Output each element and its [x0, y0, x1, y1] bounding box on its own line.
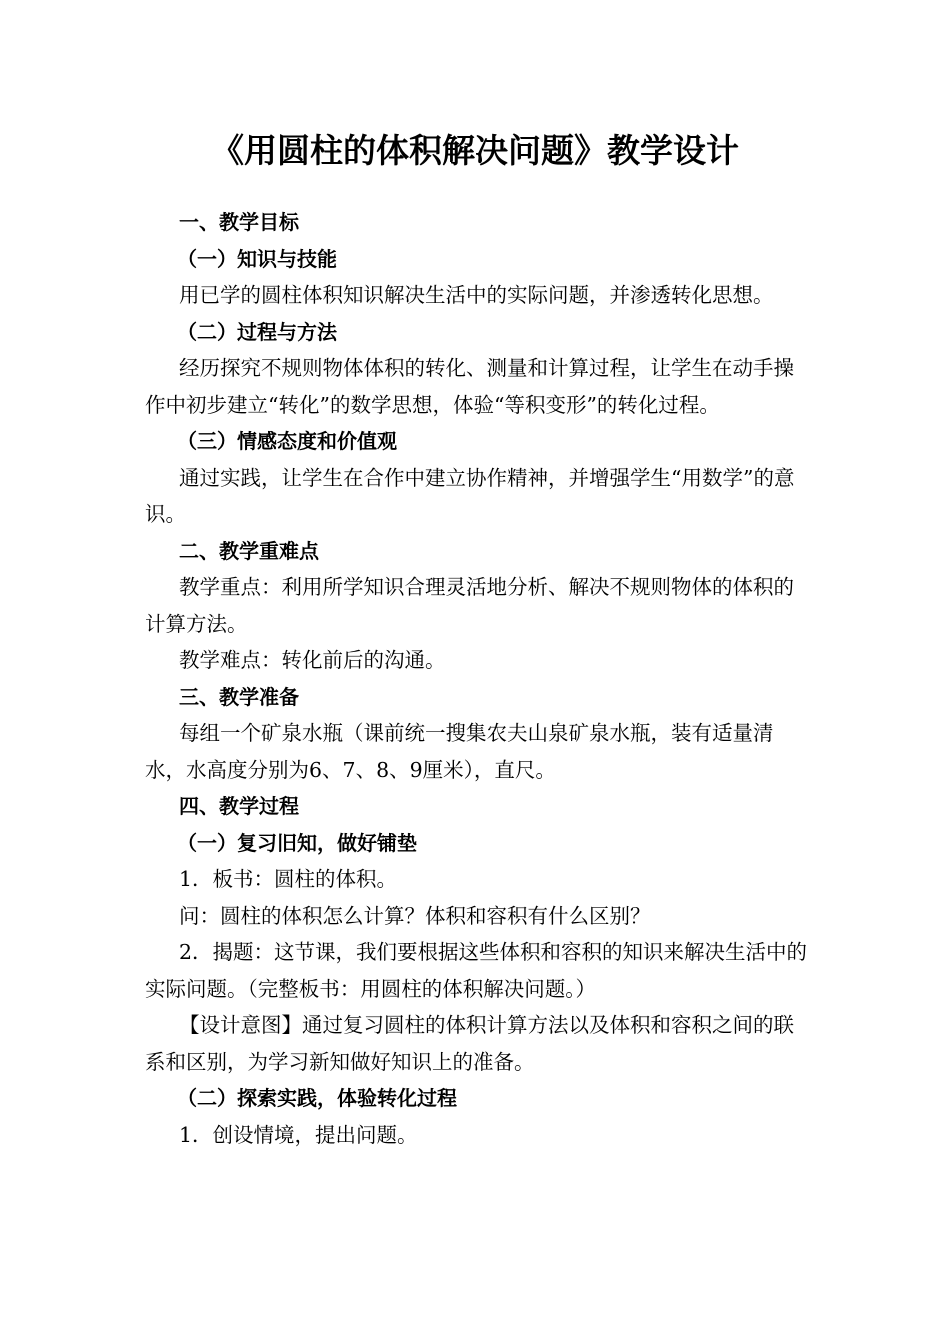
section-heading: 一、教学目标	[179, 210, 299, 234]
body-paragraph: 教学难点：转化前后的沟通。	[179, 648, 446, 672]
section-heading: 三、教学准备	[179, 684, 299, 709]
subsection-heading: （二）过程与方法	[177, 319, 337, 344]
subsection-heading: （一）知识与技能	[177, 246, 337, 271]
document-body	[145, 204, 809, 1153]
document-title: 《用圆柱的体积解决问题》教学设计	[211, 131, 739, 170]
body-paragraph: 1．创设情境，提出问题。	[179, 1122, 418, 1147]
body-paragraph: 问：圆柱的体积怎么计算？体积和容积有什么区别？	[179, 903, 651, 928]
body-paragraph: 教学重点：利用所学知识合理灵活地分析、解决不规则物体的体积的计算方法。	[145, 575, 794, 636]
body-paragraph: 通过实践，让学生在合作中建立协作精神，并增强学生“用数学”的意识。	[145, 465, 795, 526]
subsection-heading: （二）探索实践，体验转化过程	[177, 1086, 457, 1110]
body-paragraph: 每组一个矿泉水瓶（课前统一搜集农夫山泉矿泉水瓶，装有适量清水，水高度分别为6、7、8、9厘米），直尺。	[145, 721, 774, 782]
subsection-heading: （三）情感态度和价值观	[177, 429, 397, 453]
body-paragraph: 2．揭题：这节课，我们要根据这些体积和容积的知识来解决生活中的实际问题。（完整板书：用圆柱的体积解决问题。）	[145, 940, 808, 1001]
section-heading: 四、教学过程	[179, 794, 299, 818]
section-heading: 二、教学重难点	[179, 538, 319, 563]
body-paragraph: 1．板书：圆柱的体积。	[179, 867, 398, 891]
design-intent-paragraph: 【设计意图】通过复习圆柱的体积计算方法以及体积和容积之间的联系和区别，为学习新知做好知识上的准备。	[145, 1013, 794, 1074]
subsection-heading: （一）复习旧知，做好铺垫	[177, 830, 417, 855]
body-paragraph: 用已学的圆柱体积知识解决生活中的实际问题，并渗透转化思想。	[179, 283, 774, 307]
body-paragraph: 经历探究不规则物体体积的转化、测量和计算过程，让学生在动手操作中初步建立“转化”的数学思想，体验“等积变形”的转化过程。	[145, 356, 794, 417]
